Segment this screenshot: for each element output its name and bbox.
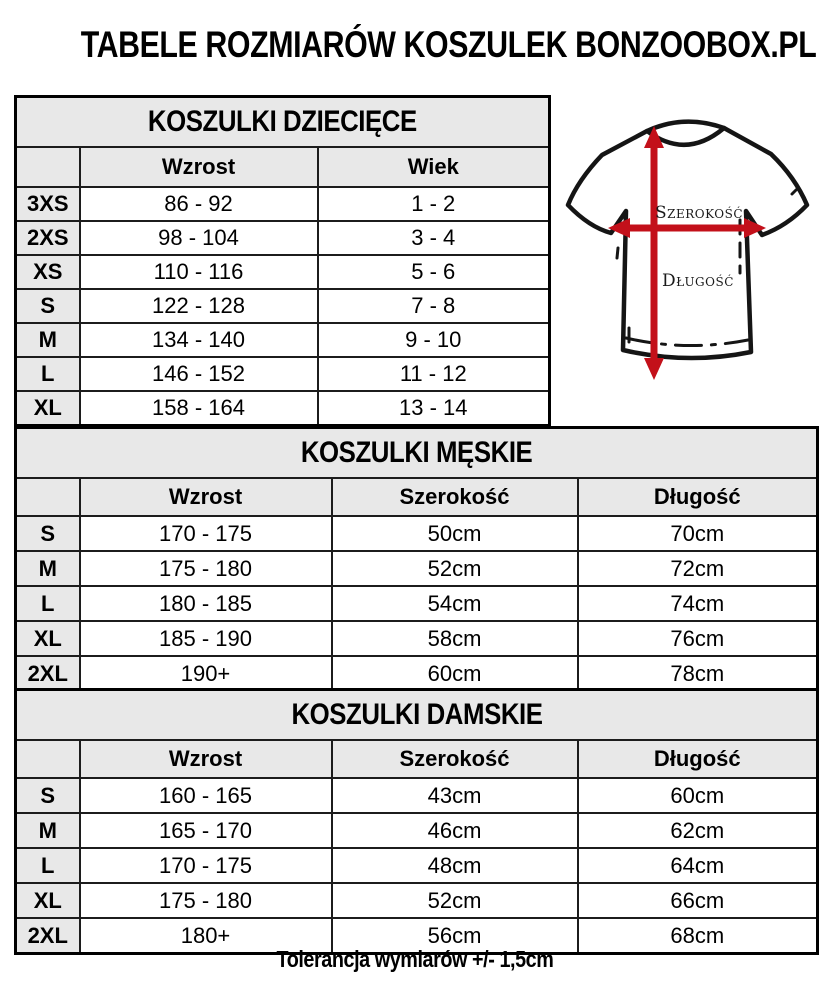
length-value: 70cm [578, 516, 818, 551]
size-label: XL [16, 621, 80, 656]
height-value: 190+ [80, 656, 332, 692]
height-value: 170 - 175 [80, 516, 332, 551]
height-value: 175 - 180 [80, 883, 332, 918]
length-value: 68cm [578, 918, 818, 954]
men-col-header-dlugosc: Długość [578, 478, 818, 516]
height-value: 165 - 170 [80, 813, 332, 848]
tolerance-note-text: Tolerancja wymiarów +/- 1,5cm [276, 946, 554, 972]
size-label: XL [16, 391, 80, 426]
table-row [16, 221, 550, 255]
width-value: 48cm [332, 848, 578, 883]
height-value: 110 - 116 [80, 255, 318, 289]
height-value: 134 - 140 [80, 323, 318, 357]
width-arrow-label: Szerokość [655, 203, 743, 223]
size-label: XL [16, 883, 80, 918]
tshirt-diagram [556, 98, 830, 400]
length-value: 66cm [578, 883, 818, 918]
children-corner-cell [16, 147, 80, 187]
height-value: 158 - 164 [80, 391, 318, 426]
children-col-header-wiek: Wiek [318, 147, 550, 187]
length-value: 60cm [578, 778, 818, 813]
table-row [16, 357, 550, 391]
women-table-title: KOSZULKI DAMSKIE [16, 690, 818, 741]
table-row [16, 656, 818, 692]
children-table-header-row [16, 147, 550, 187]
height-value: 98 - 104 [80, 221, 318, 255]
men-corner-cell [16, 478, 80, 516]
size-label: M [16, 323, 80, 357]
men-table-header-row [16, 478, 818, 516]
size-label: S [16, 516, 80, 551]
size-label: S [16, 778, 80, 813]
length-value: 78cm [578, 656, 818, 692]
tolerance-note [0, 946, 830, 973]
men-table-title-row [16, 428, 818, 479]
width-value: 50cm [332, 516, 578, 551]
table-row [16, 391, 550, 426]
men-size-table [14, 426, 819, 693]
size-label: 3XS [16, 187, 80, 221]
table-row [16, 255, 550, 289]
table-row [16, 516, 818, 551]
length-value: 64cm [578, 848, 818, 883]
size-label: M [16, 813, 80, 848]
height-value: 86 - 92 [80, 187, 318, 221]
children-table-title-row [16, 97, 550, 148]
table-row [16, 778, 818, 813]
width-value: 56cm [332, 918, 578, 954]
table-row [16, 621, 818, 656]
table-row [16, 323, 550, 357]
age-value: 1 - 2 [318, 187, 550, 221]
width-value: 60cm [332, 656, 578, 692]
height-value: 146 - 152 [80, 357, 318, 391]
size-label: 2XL [16, 656, 80, 692]
width-value: 54cm [332, 586, 578, 621]
width-value: 52cm [332, 551, 578, 586]
women-table-title-row [16, 690, 818, 741]
width-value: 43cm [332, 778, 578, 813]
size-label: L [16, 586, 80, 621]
length-value: 72cm [578, 551, 818, 586]
women-corner-cell [16, 740, 80, 778]
page-title-text: TABELE ROZMIARÓW KOSZULEK BONZOOBOX.PL [80, 24, 817, 65]
size-label: M [16, 551, 80, 586]
length-value: 76cm [578, 621, 818, 656]
size-label: 2XL [16, 918, 80, 954]
length-value: 62cm [578, 813, 818, 848]
men-col-header-szerokosc: Szerokość [332, 478, 578, 516]
length-arrow-label: Długość [662, 271, 734, 291]
table-row [16, 813, 818, 848]
women-size-table [14, 688, 819, 955]
women-col-header-dlugosc: Długość [578, 740, 818, 778]
height-value: 180 - 185 [80, 586, 332, 621]
men-col-header-wzrost: Wzrost [80, 478, 332, 516]
children-col-header-wzrost: Wzrost [80, 147, 318, 187]
page-title [0, 24, 830, 66]
age-value: 3 - 4 [318, 221, 550, 255]
age-value: 9 - 10 [318, 323, 550, 357]
width-value: 52cm [332, 883, 578, 918]
size-label: XS [16, 255, 80, 289]
age-value: 11 - 12 [318, 357, 550, 391]
table-row [16, 289, 550, 323]
women-col-header-wzrost: Wzrost [80, 740, 332, 778]
height-value: 180+ [80, 918, 332, 954]
size-label: S [16, 289, 80, 323]
length-value: 74cm [578, 586, 818, 621]
table-row [16, 848, 818, 883]
height-value: 160 - 165 [80, 778, 332, 813]
height-value: 170 - 175 [80, 848, 332, 883]
women-table-header-row [16, 740, 818, 778]
men-table-title: KOSZULKI MĘSKIE [16, 428, 818, 479]
table-row [16, 883, 818, 918]
height-value: 185 - 190 [80, 621, 332, 656]
width-value: 58cm [332, 621, 578, 656]
size-label: L [16, 357, 80, 391]
children-table-title: KOSZULKI DZIECIĘCE [16, 97, 550, 148]
size-label: 2XS [16, 221, 80, 255]
table-row [16, 586, 818, 621]
age-value: 5 - 6 [318, 255, 550, 289]
size-label: L [16, 848, 80, 883]
height-value: 175 - 180 [80, 551, 332, 586]
age-value: 7 - 8 [318, 289, 550, 323]
width-value: 46cm [332, 813, 578, 848]
children-size-table [14, 95, 551, 427]
height-value: 122 - 128 [80, 289, 318, 323]
table-row [16, 551, 818, 586]
table-row [16, 187, 550, 221]
women-col-header-szerokosc: Szerokość [332, 740, 578, 778]
tshirt-outline-icon [568, 122, 807, 358]
age-value: 13 - 14 [318, 391, 550, 426]
